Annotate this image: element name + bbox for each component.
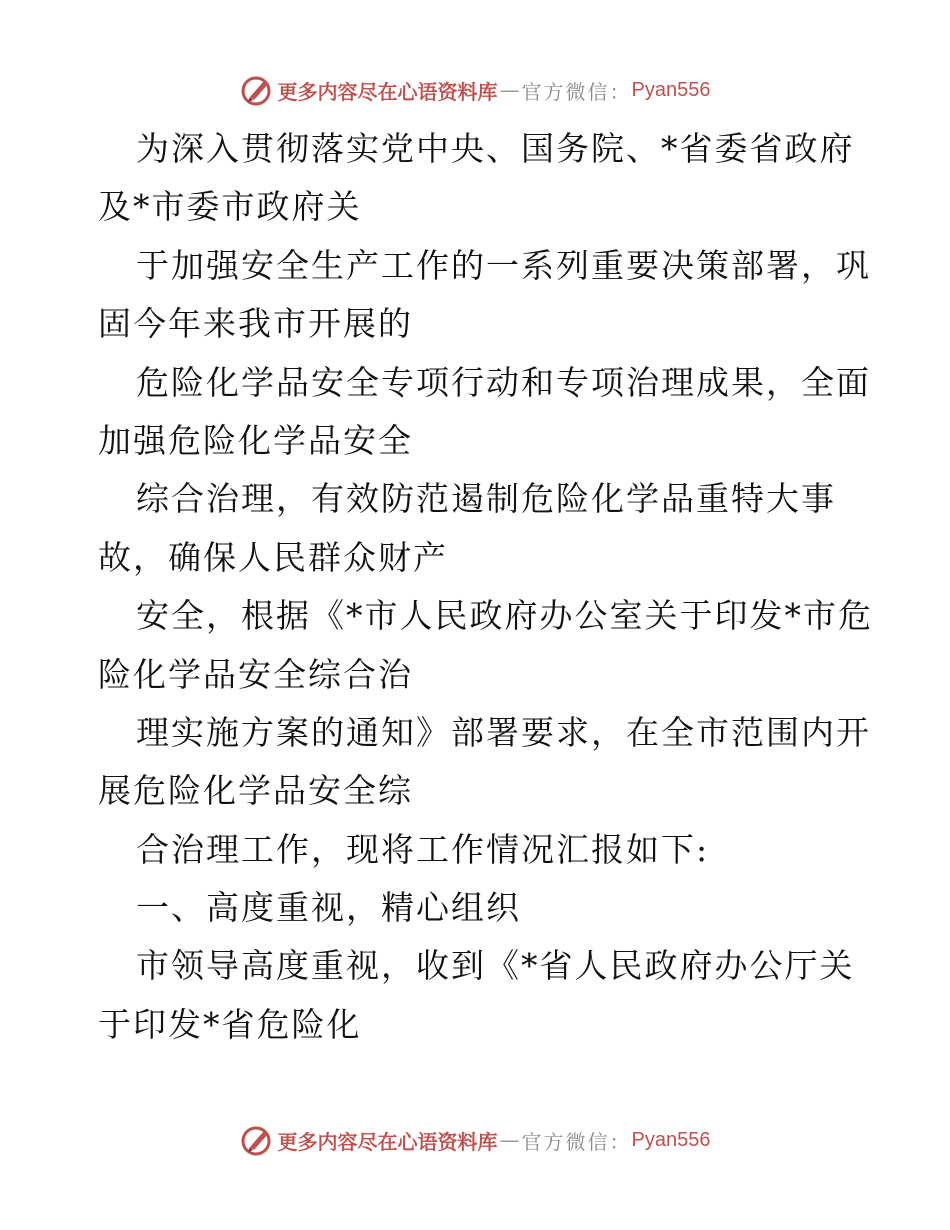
text-line: 故，确保人民群众财产	[98, 537, 448, 577]
pen-logo-icon	[240, 73, 274, 107]
text-line: 危险化学品安全专项行动和专项治理成果，全面	[136, 362, 871, 402]
text-line: 于加强安全生产工作的一系列重要决策部署，巩	[136, 245, 871, 285]
footer-banner	[0, 1120, 950, 1160]
banner-dash: —	[499, 1128, 520, 1152]
text-line: 固今年来我市开展的	[98, 304, 413, 344]
text-line: 合治理工作，现将工作情况汇报如下:	[136, 829, 710, 869]
text-line: 于印发*省危险化	[98, 1004, 362, 1044]
text-line: 市领导高度重视，收到《*省人民政府办公厅关	[136, 946, 855, 986]
banner-dash: —	[499, 78, 520, 102]
text-line: 理实施方案的通知》部署要求，在全市范围内开	[136, 712, 871, 752]
banner-wechat-id: Pyan556	[631, 78, 711, 101]
text-line: 险化学品安全综合治	[98, 654, 413, 694]
text-line: 综合治理，有效防范遏制危险化学品重特大事	[136, 479, 836, 519]
document-body	[98, 120, 873, 1054]
banner-site-text: 更多内容尽在心语资料库	[277, 1129, 498, 1154]
section-heading: 一、高度重视，精心组织	[136, 888, 521, 928]
text-line: 为深入贯彻落实党中央、国务院、*省委省政府	[136, 129, 855, 168]
header-banner	[0, 70, 950, 110]
banner-wechat-id: Pyan556	[631, 1128, 711, 1151]
text-line: 展危险化学品安全综	[98, 771, 413, 811]
pen-logo-icon	[240, 1123, 274, 1157]
banner-wechat-label: 官方微信：	[521, 1129, 632, 1154]
text-line: 加强危险化学品安全	[98, 420, 413, 460]
text-line: 安全，根据《*市人民政府办公室关于印发*市危	[136, 596, 873, 636]
banner-site-text: 更多内容尽在心语资料库	[277, 79, 498, 104]
banner-wechat-label: 官方微信：	[521, 79, 632, 104]
text-line: 及*市委市政府关	[98, 187, 362, 227]
